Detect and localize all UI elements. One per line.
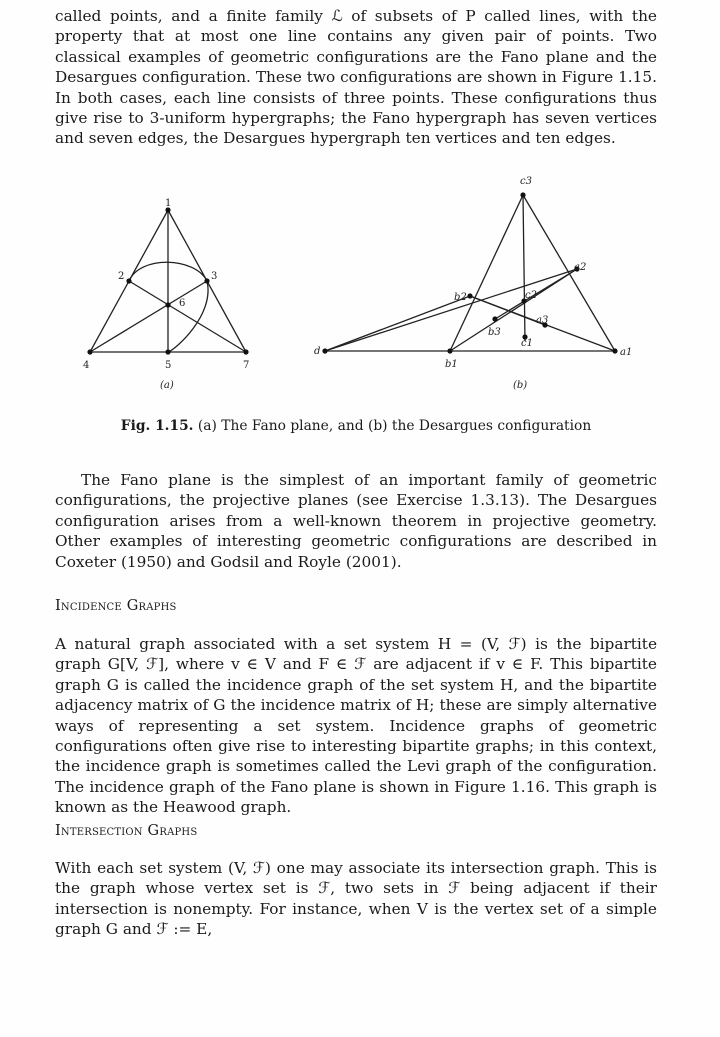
fano-label-3: 3 (211, 271, 218, 282)
desargues-label-a1: a1 (620, 347, 633, 358)
desargues-labels (314, 176, 632, 391)
desargues-point-b1 (447, 348, 452, 353)
fano-point-7 (243, 349, 248, 354)
fano-sublabel: (a) (160, 380, 174, 391)
fano-label-2: 2 (118, 271, 125, 282)
desargues-label-a3: a3 (536, 315, 549, 326)
figure-caption (55, 418, 657, 434)
desargues-diagram (325, 195, 615, 351)
fano-point-4 (87, 349, 92, 354)
paragraph-configurations: called points, and a finite family ℒ of subsets of P called lines, with the property that at most one line contains any given pair of points. Two classical examples of geometric configurations are the Fano plane and the Desargues configuration. These two configurations are shown in Figure 1.15. In both cases, each line consists of three points. These configurations thus give rise to 3-uniform hypergraphs; the Fano hypergraph has seven vertices and seven edges, the Desargues hypergraph ten vertices and ten edges. (55, 7, 657, 148)
heading-intersection-graphs: Intersection Graphs (55, 823, 198, 839)
desargues-sublabel: (b) (513, 380, 528, 391)
fano-label-5: 5 (165, 360, 172, 371)
desargues-label-b2: b2 (454, 292, 467, 303)
paragraph-fano: The Fano plane is the simplest of an important family of geometric configurations, the projective planes (see Exercise 1.3.13). The Desargues configuration arises from a well-known theorem in projective geometry. Other examples of interesting geometric configurations are described in Coxeter (1950) and Godsil and Royle (2001). (55, 471, 657, 571)
desargues-points (322, 192, 617, 353)
fano-label-7: 7 (243, 360, 250, 371)
fano-label-6: 6 (179, 298, 186, 309)
fano-label-4: 4 (83, 360, 90, 371)
fano-labels (83, 198, 249, 391)
heading-incidence-graphs: Incidence Graphs (55, 598, 177, 614)
desargues-point-c3 (520, 192, 525, 197)
fano-point-6 (165, 302, 170, 307)
desargues-label-c1: c1 (521, 338, 533, 349)
caption-text: (a) The Fano plane, and (b) the Desargues configuration (197, 418, 592, 434)
desargues-point-d (322, 348, 327, 353)
desargues-label-c2: c2 (525, 290, 537, 301)
desargues-point-b2 (467, 293, 472, 298)
desargues-point-b3 (492, 316, 497, 321)
desargues-label-b1: b1 (445, 359, 458, 370)
figure-svg (55, 165, 657, 405)
caption-label: Fig. 1.15. (120, 418, 194, 434)
paragraph-incidence: A natural graph associated with a set system H = (V, ℱ) is the bipartite graph G[V, ℱ], where v ∈ V and F ∈ ℱ are adjacent if v ∈ F. This bipartite graph G is called the incidence graph of the set system H, and the bipartite adjacency matrix of G the incidence matrix of H; these are simply alternative ways of representing a set system. Incidence graphs of geometric configurations often give rise to interesting bipartite graphs; in this context, the incidence graph is sometimes called the Levi graph of the configuration. The incidence graph of the Fano plane is shown in Figure 1.16. This graph is known as the Heawood graph. (55, 635, 657, 817)
fano-point-2 (126, 278, 131, 283)
fano-point-5 (165, 349, 170, 354)
fano-point-3 (204, 278, 209, 283)
desargues-label-d: d (314, 346, 321, 357)
desargues-label-c3: c3 (520, 176, 532, 187)
desargues-label-a2: a2 (574, 262, 587, 273)
paragraph-intersection: With each set system (V, ℱ) one may associate its intersection graph. This is the graph whose vertex set is ℱ, two sets in ℱ being adjacent if their intersection is nonempty. For instance, when V is the vertex set of a simple graph G and ℱ := E, (55, 859, 657, 939)
desargues-point-a1 (612, 348, 617, 353)
desargues-label-b3: b3 (488, 327, 501, 338)
fano-plane-diagram (90, 210, 246, 352)
figure-1-15 (55, 165, 657, 405)
fano-label-1: 1 (165, 198, 172, 209)
